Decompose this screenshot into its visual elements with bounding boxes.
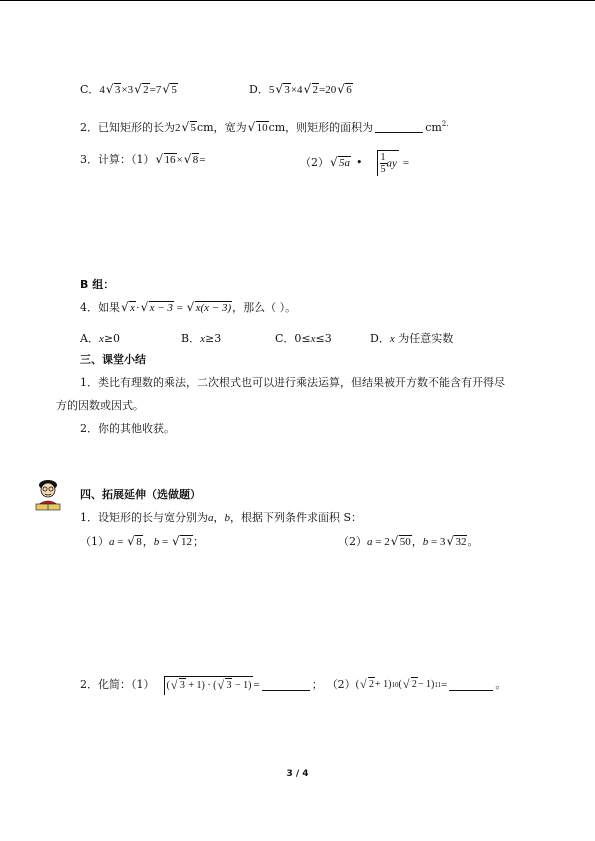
radicand: x(x − 3) [195, 302, 232, 314]
option-rest: ≤3 [315, 332, 332, 345]
option-label: A． [80, 332, 99, 345]
question-2-text: 2．已知矩形的长为 [80, 121, 175, 134]
radicand: 50 [399, 536, 411, 548]
exponent: 10 [391, 681, 399, 689]
paren: ( [166, 679, 170, 691]
radical [184, 152, 200, 168]
extension-1-part1 [80, 534, 204, 550]
summary-1-line2: 方的因数或因式。 [56, 399, 144, 412]
radicand: 2 [411, 679, 417, 690]
radicand: 3 [114, 84, 121, 96]
part-label: （2） [326, 678, 356, 691]
answer-blank[interactable] [375, 121, 423, 133]
radical [360, 677, 375, 693]
question-3-part2 [300, 146, 409, 180]
extension-1-text2: ，根据下列条件求面积 S： [230, 511, 363, 524]
page-number: 3 / 4 [286, 769, 309, 779]
option-c-eq: =7 [149, 84, 162, 96]
option-var: x [200, 333, 205, 345]
part-label: （2） [338, 535, 367, 548]
radical [304, 82, 320, 98]
question-3 [80, 152, 205, 168]
part-label: （1） [80, 535, 109, 548]
question-2-sup: 2. [441, 120, 449, 128]
extension-1-text: 1．设矩形的长与宽分别为 [80, 511, 208, 524]
option-c-coef: 4 [99, 84, 105, 96]
extension-2 [80, 674, 506, 696]
radicand: 5a [339, 157, 350, 169]
radicand: 8 [192, 154, 199, 166]
fraction-denominator: 5 [380, 164, 386, 175]
question-2 [80, 116, 448, 136]
dot-sign: · [135, 302, 140, 314]
question-4-text: 4．如果 [80, 301, 120, 314]
radicand: 2 [369, 679, 375, 690]
question-2-text2: cm，则矩形的面积为 [268, 121, 374, 134]
option-d-times: ×4 [290, 84, 303, 96]
expr-end: − 1) [232, 679, 252, 691]
summary-1-line1: 1．类比有理数的乘法，二次根式也可以进行乘法运算，但结果被开方数不能含有开得尽 [80, 376, 505, 389]
radical [337, 82, 353, 98]
section-4-heading: 四、拓展延伸（选做题） [80, 488, 201, 501]
radical [275, 82, 291, 98]
radical [403, 677, 418, 693]
option-d-label: D． [249, 83, 269, 96]
section-3-heading: 三、课堂小结 [80, 353, 146, 366]
line-end: ； [192, 535, 204, 548]
expr: + 1) [375, 679, 392, 690]
radical [141, 300, 174, 316]
var-a: a [367, 536, 373, 548]
radical [172, 534, 193, 550]
option-label: B． [181, 332, 201, 345]
option-c [80, 82, 178, 98]
radicand: 3 [179, 679, 185, 691]
option-rest: 为任意实数 [394, 332, 454, 345]
radicand: 3 [226, 679, 232, 691]
radical [162, 82, 178, 98]
radical [134, 82, 150, 98]
exponent: 11 [434, 681, 442, 689]
option-rest: ≥0 [103, 332, 121, 345]
equals-sign: = [159, 536, 171, 548]
times-sign: × [176, 154, 183, 166]
line-end: 。 [467, 535, 479, 548]
extension-1-part2 [338, 534, 478, 550]
radical [171, 678, 186, 694]
separator: ， [142, 535, 154, 548]
question-4-option-b [181, 331, 221, 347]
radical [330, 155, 351, 171]
radical [182, 120, 198, 136]
answer-blank[interactable] [449, 679, 493, 691]
equals-sign: = [114, 536, 127, 548]
equals-sign: = [441, 679, 448, 691]
extension-1 [80, 510, 362, 526]
option-var: x [310, 333, 316, 345]
radicand: 3 [284, 84, 290, 96]
option-c-label: C． [80, 83, 100, 96]
separator: ； [311, 678, 323, 691]
option-label: C．0≤ [275, 332, 311, 345]
option-d-eq: =20 [319, 84, 337, 96]
equals-sign: = [173, 302, 186, 314]
option-var: x [98, 333, 104, 345]
paren: ( [398, 679, 402, 690]
question-4-text2: ，那么（ ）。 [232, 301, 297, 314]
radical [187, 300, 233, 316]
radicand: 8 [136, 536, 142, 548]
question-4 [80, 300, 296, 316]
radical [106, 82, 122, 98]
expr: − 1) [417, 679, 435, 690]
header-rule [0, 0, 595, 1]
separator: ， [411, 535, 423, 548]
summary-2: 2．你的其他收获。 [80, 422, 175, 435]
option-var: x [389, 333, 395, 345]
question-4-option-c [275, 331, 332, 347]
radicand: x − 3 [149, 302, 173, 314]
radicand: 2 [143, 84, 149, 96]
reading-teacher-icon [32, 478, 64, 512]
line-end: 。 [495, 678, 507, 691]
var-a: a [109, 536, 115, 548]
fraction [380, 152, 387, 175]
radicand: 16 [164, 154, 176, 166]
radicand: 12 [180, 536, 192, 548]
radicand: 5 [190, 122, 196, 134]
fraction-numerator: 1 [380, 152, 386, 163]
radical [446, 534, 467, 550]
equals-sign: = [199, 154, 206, 166]
question-4-option-d [370, 331, 453, 347]
radical [391, 534, 412, 550]
var-b: b [153, 536, 160, 548]
equals-sign: = 3 [428, 536, 446, 548]
option-d [249, 82, 353, 98]
separator: ， [213, 511, 225, 524]
radicand: x [130, 302, 135, 314]
question-3-label: 3．计算：（1） [80, 153, 155, 166]
radical [127, 534, 143, 550]
dot-sign: • [356, 156, 363, 169]
group-b-heading: B 组： [80, 278, 115, 291]
question-3-label2: （2） [300, 156, 329, 169]
option-d-coef: 5 [268, 84, 275, 96]
answer-blank[interactable] [262, 679, 310, 691]
radicand: 32 [455, 536, 467, 548]
radicand: 6 [346, 84, 352, 96]
var-a: a [208, 512, 214, 524]
equals-sign: = [253, 679, 260, 691]
radical [217, 678, 232, 694]
question-2-unit: cm [425, 121, 442, 134]
radicand: 10 [256, 122, 268, 134]
big-radical [155, 676, 254, 695]
expr-middle: + 1) · ( [185, 679, 217, 691]
equals-sign: = 2 [372, 536, 390, 548]
paren: ( [355, 679, 360, 690]
var-b: b [422, 536, 429, 548]
option-label: D． [370, 332, 390, 345]
radicand-tail: ay [386, 157, 397, 170]
big-radical [368, 150, 399, 176]
question-2-unit1: cm，宽为 [197, 121, 247, 134]
radicand: 5 [171, 84, 177, 96]
radical [248, 120, 269, 136]
option-rest: ≥3 [204, 332, 222, 345]
var-b: b [224, 512, 230, 524]
extension-2-label: 2．化简：（1） [80, 678, 155, 691]
question-4-option-a [80, 331, 120, 347]
radical [156, 152, 177, 168]
radical [121, 300, 136, 316]
option-c-times: ×3 [121, 84, 134, 96]
radicand: 2 [312, 84, 319, 96]
equals-sign: = [402, 157, 410, 169]
question-2-coef: 2 [175, 122, 181, 134]
